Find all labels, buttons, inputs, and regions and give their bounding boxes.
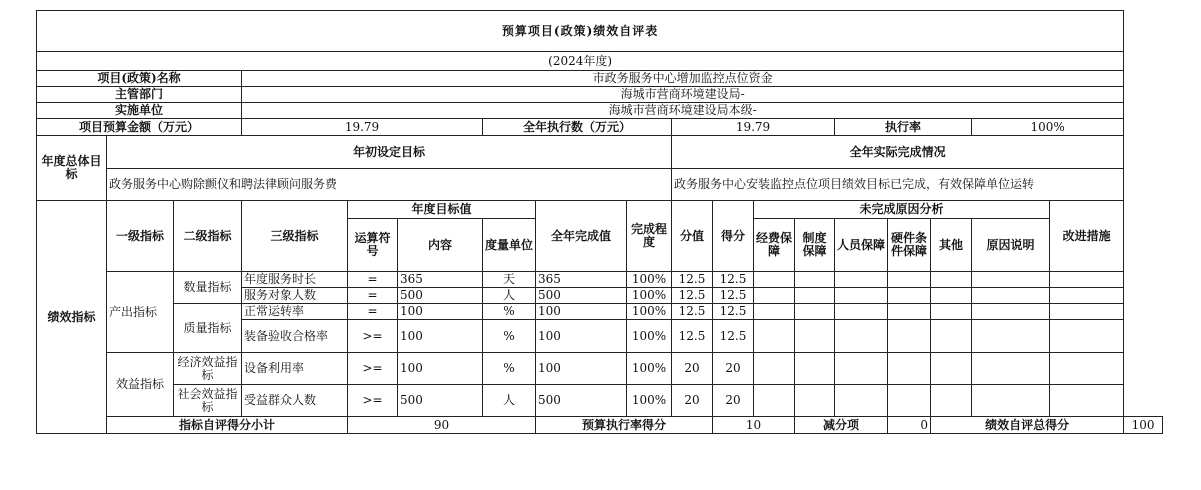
executed-value: 19.79 <box>672 119 835 136</box>
indicator-actual: 365 <box>536 272 627 288</box>
indicator-value: 12.5 <box>672 288 713 304</box>
indicator-unit: 人 <box>483 385 536 417</box>
subtotal-value: 90 <box>348 417 536 434</box>
header-reason-staff: 人员保障 <box>835 219 888 272</box>
report-year: (2024年度) <box>37 52 1124 71</box>
indicator-content: 365 <box>398 272 483 288</box>
indicator-unit: 天 <box>483 272 536 288</box>
indicator-op: >= <box>348 320 398 353</box>
indicator-name: 设备利用率 <box>242 353 348 385</box>
exec-score-value: 10 <box>713 417 795 434</box>
total-label: 绩效自评总得分 <box>931 417 1124 434</box>
annual-goal-label: 年度总体目标 <box>37 136 107 201</box>
performance-self-evaluation-sheet <box>36 10 1163 434</box>
dept-value: 海城市营商环境建设局- <box>242 87 1124 103</box>
indicator-op: >= <box>348 353 398 385</box>
level2-economic: 经济效益指标 <box>174 353 242 385</box>
indicator-actual: 100 <box>536 304 627 320</box>
indicator-degree: 100% <box>627 385 672 417</box>
indicator-degree: 100% <box>627 304 672 320</box>
indicator-degree: 100% <box>627 272 672 288</box>
actual-completion-header: 全年实际完成情况 <box>672 136 1124 169</box>
indicator-op: = <box>348 272 398 288</box>
perf-section-label: 绩效指标 <box>37 201 107 434</box>
rate-label: 执行率 <box>835 119 972 136</box>
indicator-value: 12.5 <box>672 320 713 353</box>
indicator-score: 20 <box>713 353 754 385</box>
level2-quantity: 数量指标 <box>174 272 242 304</box>
level1-benefit: 效益指标 <box>107 353 174 417</box>
header-unit: 度量单位 <box>483 219 536 272</box>
header-reason-group: 未完成原因分析 <box>754 201 1050 219</box>
header-level2: 二级指标 <box>174 201 242 272</box>
unit-label: 实施单位 <box>37 103 242 119</box>
project-name-label: 项目(政策)名称 <box>37 71 242 87</box>
header-level3: 三级指标 <box>242 201 348 272</box>
table-row <box>37 353 1163 385</box>
indicator-name: 年度服务时长 <box>242 272 348 288</box>
header-level1: 一级指标 <box>107 201 174 272</box>
indicator-actual: 500 <box>536 385 627 417</box>
unit-value: 海城市营商环境建设局本级- <box>242 103 1124 119</box>
indicator-degree: 100% <box>627 353 672 385</box>
project-name-value: 市政务服务中心增加监控点位资金 <box>242 71 1124 87</box>
indicator-op: >= <box>348 385 398 417</box>
level2-quality: 质量指标 <box>174 304 242 353</box>
indicator-degree: 100% <box>627 288 672 304</box>
header-target-group: 年度目标值 <box>348 201 536 219</box>
indicator-unit: % <box>483 353 536 385</box>
indicator-score: 20 <box>713 385 754 417</box>
header-content: 内容 <box>398 219 483 272</box>
indicator-content: 500 <box>398 288 483 304</box>
rate-value: 100% <box>972 119 1124 136</box>
indicator-score: 12.5 <box>713 272 754 288</box>
executed-label: 全年执行数（万元） <box>483 119 672 136</box>
subtotal-label: 指标自评得分小计 <box>107 417 348 434</box>
indicator-content: 100 <box>398 320 483 353</box>
evaluation-table <box>36 10 1163 434</box>
indicator-actual: 100 <box>536 353 627 385</box>
exec-score-label: 预算执行率得分 <box>536 417 713 434</box>
header-improve: 改进措施 <box>1050 201 1124 272</box>
header-reason-funding: 经费保障 <box>754 219 795 272</box>
header-reason-system: 制度保障 <box>795 219 835 272</box>
indicator-unit: % <box>483 304 536 320</box>
indicator-name: 服务对象人数 <box>242 288 348 304</box>
indicator-op: = <box>348 288 398 304</box>
budget-value: 19.79 <box>242 119 483 136</box>
table-row <box>37 272 1163 288</box>
table-row <box>37 385 1163 417</box>
indicator-unit: % <box>483 320 536 353</box>
dept-label: 主管部门 <box>37 87 242 103</box>
indicator-score: 12.5 <box>713 320 754 353</box>
initial-goal-header: 年初设定目标 <box>107 136 672 169</box>
header-score-value: 分值 <box>672 201 713 272</box>
indicator-name: 装备验收合格率 <box>242 320 348 353</box>
header-reason-note: 原因说明 <box>972 219 1050 272</box>
indicator-unit: 人 <box>483 288 536 304</box>
indicator-actual: 100 <box>536 320 627 353</box>
indicator-score: 12.5 <box>713 304 754 320</box>
level2-social: 社会效益指标 <box>174 385 242 417</box>
indicator-value: 12.5 <box>672 304 713 320</box>
level1-output: 产出指标 <box>107 272 174 353</box>
deduct-label: 减分项 <box>795 417 888 434</box>
actual-completion-text: 政务服务中心安装监控点位项目绩效目标已完成，有效保障单位运转 <box>672 169 1124 201</box>
indicator-name: 正常运转率 <box>242 304 348 320</box>
indicator-content: 500 <box>398 385 483 417</box>
indicator-actual: 500 <box>536 288 627 304</box>
indicator-content: 100 <box>398 304 483 320</box>
page-title: 预算项目(政策)绩效自评表 <box>37 11 1124 52</box>
header-reason-other: 其他 <box>931 219 972 272</box>
indicator-value: 20 <box>672 385 713 417</box>
initial-goal-text: 政务服务中心购除颤仪和聘法律顾问服务费 <box>107 169 672 201</box>
header-degree: 完成程度 <box>627 201 672 272</box>
indicator-value: 20 <box>672 353 713 385</box>
indicator-value: 12.5 <box>672 272 713 288</box>
table-row <box>37 304 1163 320</box>
header-reason-hardware: 硬件条件保障 <box>888 219 931 272</box>
total-value: 100 <box>1124 417 1163 434</box>
header-actual: 全年完成值 <box>536 201 627 272</box>
deduct-value: 0 <box>888 417 931 434</box>
indicator-op: = <box>348 304 398 320</box>
budget-label: 项目预算金额（万元） <box>37 119 242 136</box>
indicator-degree: 100% <box>627 320 672 353</box>
indicator-content: 100 <box>398 353 483 385</box>
indicator-score: 12.5 <box>713 288 754 304</box>
header-score: 得分 <box>713 201 754 272</box>
header-op: 运算符号 <box>348 219 398 272</box>
indicator-name: 受益群众人数 <box>242 385 348 417</box>
